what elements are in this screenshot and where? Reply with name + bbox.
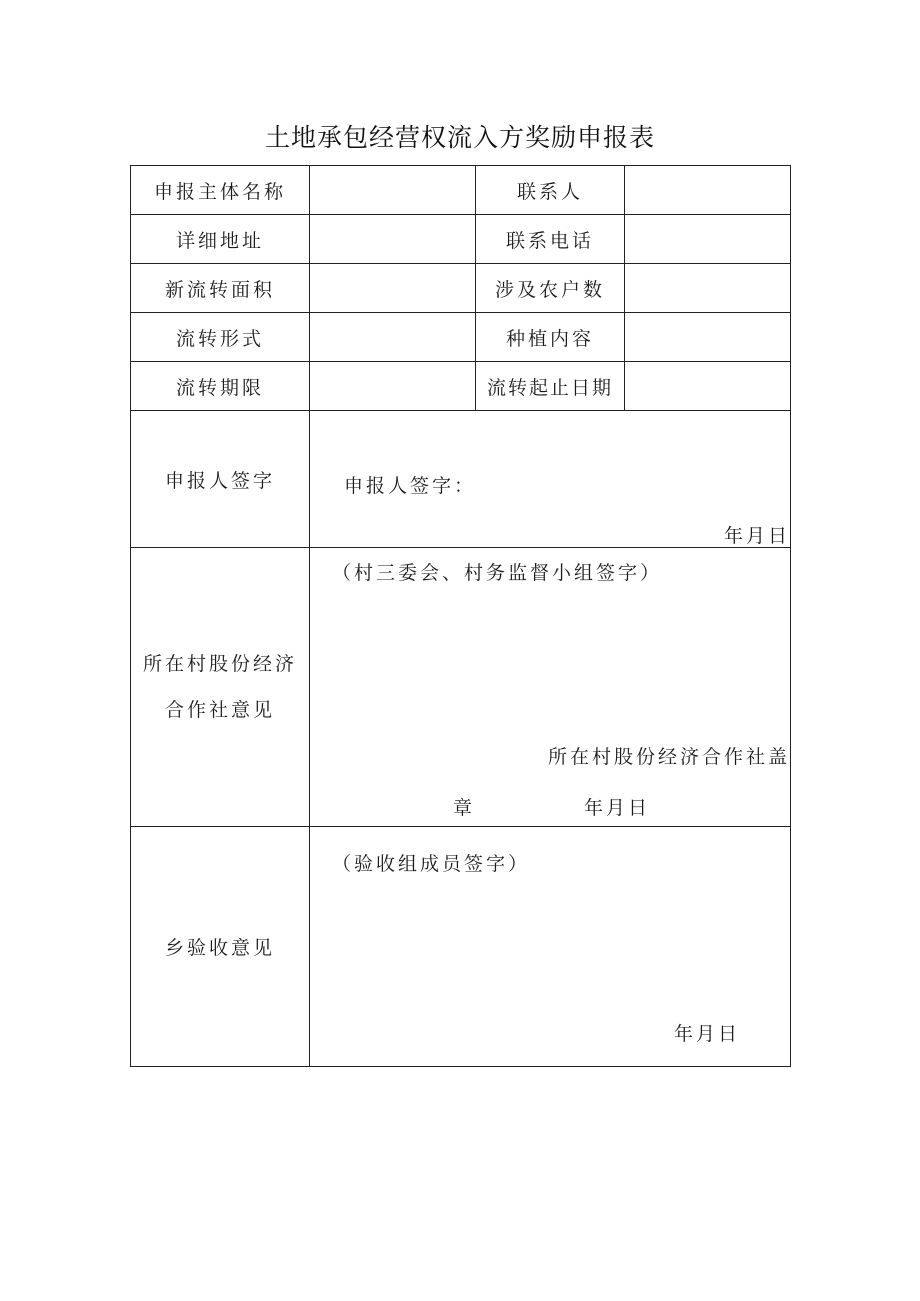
cooperative-seal-line: 所在村股份经济合作社盖: [547, 746, 790, 768]
form-row-cooperative-opinion: [131, 548, 791, 827]
transfer-period-field[interactable]: [310, 362, 476, 411]
applicant-signature-label: 申报人签字: [131, 411, 310, 548]
cooperative-opinion-label-line1: 所在村股份经济: [142, 653, 297, 675]
households-involved-field[interactable]: [625, 264, 791, 313]
transfer-dates-label: 流转起止日期: [476, 362, 625, 411]
form-row-area: [131, 264, 791, 313]
transfer-dates-field[interactable]: [625, 362, 791, 411]
applicant-signature-area[interactable]: [310, 411, 791, 548]
form-row-period: [131, 362, 791, 411]
planting-content-field[interactable]: [625, 313, 791, 362]
applicant-signature-prompt: 申报人签字：: [344, 475, 477, 497]
township-opinion-area[interactable]: [310, 827, 791, 1067]
contact-phone-field[interactable]: [625, 215, 791, 264]
planting-content-label: 种植内容: [476, 313, 625, 362]
form-row-township-opinion: [131, 827, 791, 1067]
contact-person-label: 联系人: [476, 166, 625, 215]
township-signature-note: （验收组成员签字）: [332, 853, 531, 875]
township-opinion-label: 乡验收意见: [131, 827, 310, 1067]
households-involved-label: 涉及农户数: [476, 264, 625, 313]
cooperative-opinion-area[interactable]: [310, 548, 791, 827]
new-transfer-area-field[interactable]: [310, 264, 476, 313]
detailed-address-label: 详细地址: [131, 215, 310, 264]
township-opinion-date: 年月日: [674, 1023, 741, 1045]
cooperative-opinion-date: 年月日: [584, 797, 651, 819]
cooperative-opinion-label: [131, 548, 310, 827]
application-form-table: [130, 165, 791, 1067]
applicant-entity-name-label: 申报主体名称: [131, 166, 310, 215]
cooperative-signature-note: （村三委会、村务监督小组签字）: [332, 562, 663, 584]
form-title: 土地承包经营权流入方奖励申报表: [264, 123, 655, 152]
new-transfer-area-label: 新流转面积: [131, 264, 310, 313]
detailed-address-field[interactable]: [310, 215, 476, 264]
form-row-address: [131, 215, 791, 264]
cooperative-opinion-label-line2: 合作社意见: [164, 699, 275, 721]
cooperative-seal-char: 章: [453, 797, 476, 819]
contact-person-field[interactable]: [625, 166, 791, 215]
contact-phone-label: 联系电话: [476, 215, 625, 264]
form-row-entity-name: [131, 166, 791, 215]
form-row-applicant-signature: [131, 411, 791, 548]
transfer-form-field[interactable]: [310, 313, 476, 362]
form-row-form: [131, 313, 791, 362]
transfer-form-label: 流转形式: [131, 313, 310, 362]
applicant-signature-date: 年月日: [723, 525, 790, 547]
applicant-entity-name-field[interactable]: [310, 166, 476, 215]
transfer-period-label: 流转期限: [131, 362, 310, 411]
